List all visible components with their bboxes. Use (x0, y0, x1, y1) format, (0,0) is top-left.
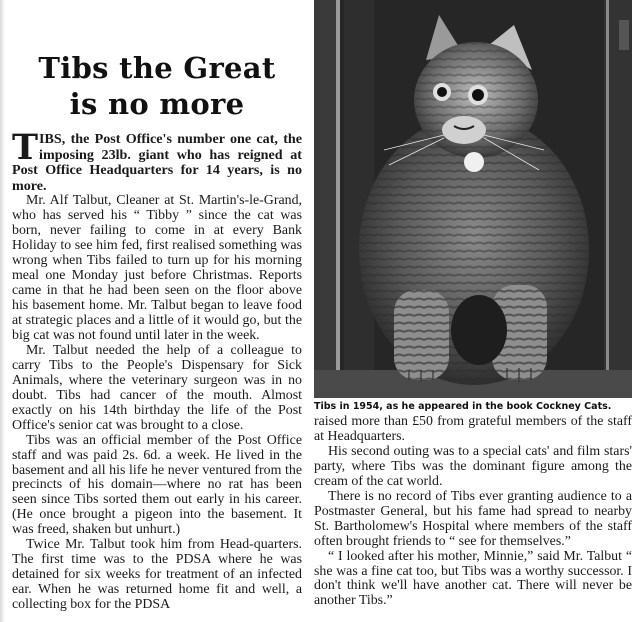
body-paragraph: His second outing was to a special cats' and film stars' party, where Tibs was the dominant figure among the cream of the cat world. (314, 443, 632, 489)
photo-caption (314, 401, 632, 413)
headline (12, 50, 302, 122)
right-column (314, 0, 632, 609)
body-paragraph: Tibs was an official member of the Post Office staff and was paid 2s. 6d. a week. He lived in the basement and all his life he never ventured from the precincts of his domain—where no rat has been seen since Tibs sorted them out early in his career. (He once brought a pigeon into the basement. It was freed, shaken but unhurt.) (12, 432, 302, 538)
left-column (12, 0, 302, 613)
page-edge-shadow (0, 0, 5, 622)
body-paragraph: Mr. Talbut needed the help of a colleague to carry Tibs to the People's Dispensary for Sick Animals, where the veterinary surgeon was in no doubt. Tibs had cancer of the mouth. Almost exactly on his 14th birthday the life of the Post Office's senior cat was brought to a close. (12, 342, 302, 433)
headline-line-2: is no more (69, 87, 245, 121)
right-body-text (314, 415, 632, 609)
cat-photo-illustration (314, 0, 632, 398)
lede-text: IBS, the Post Office's number one cat, the imposing 23lb. giant who has reigned at Post Office Headquarters for 14 years, is no more. (12, 131, 302, 194)
caption-book-title: Cockney Cats. (536, 401, 612, 412)
drop-cap: T (12, 127, 39, 168)
body-paragraph: Mr. Alf Talbut, Cleaner at St. Martin's-le-Grand, who has served his “ Tibby ” since the cat was born, never failing to come in at every Bank Holiday to see him fed, first realised something was wrong when Tibs failed to turn up for his morning meal one Monday just before Christmas. Reports came in that he had been seen on the floor above his basement home. Mr. Talbut began to leave food at strategic places and a little of it would go, but the big cat was not found until later in the week. (12, 193, 302, 343)
tabby-cat-photo (314, 0, 632, 398)
body-paragraph: raised more than £50 from grateful members of the staff at Headquarters. (314, 414, 632, 444)
caption-text: Tibs in 1954, as he appeared in the book (314, 401, 537, 412)
body-paragraph: There is no record of Tibs ever granting audience to a Postmaster General, but his fame had spread to nearby St. Bartholomew's Hospital where members of the staff often brought friends to “ see for themselves.” (314, 488, 632, 549)
lede-paragraph (12, 127, 302, 194)
body-paragraph: Twice Mr. Talbut took him from Head-quarters. The first time was to the PDSA where he was detained for six weeks for treatment of an infected ear. When he was returned home fit and well, a collecting box for the PDSA (12, 537, 302, 613)
left-body-text (12, 194, 302, 613)
headline-line-1: Tibs the Great (38, 51, 276, 85)
body-paragraph: “ I looked after his mother, Minnie,” said Mr. Talbut “ she was a fine cat too, but Tibs was a worthy successor. I don't think we'll have another cat. There will never be another Tibs.” (314, 548, 632, 609)
